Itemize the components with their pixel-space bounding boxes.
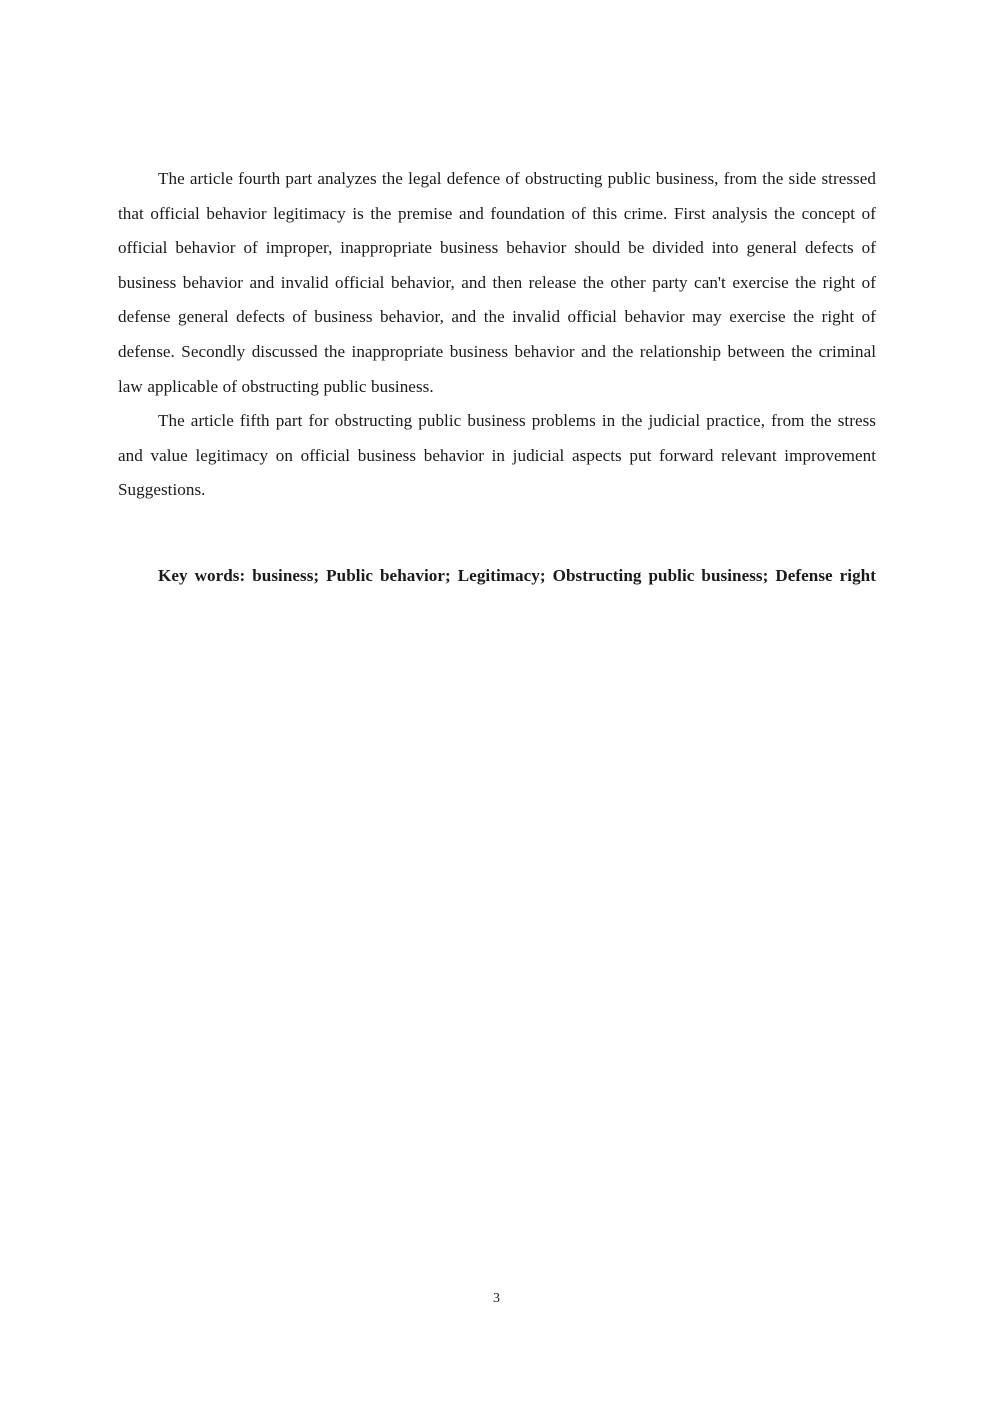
paragraph-fifth-part: The article fifth part for obstructing public business problems in the judicial practice, from the stress and value legitimacy on official business behavior in judicial aspects put forward relevant improvement Suggestions. — [118, 411, 876, 500]
keywords-line: Key words: business; Public behavior; Legitimacy; Obstructing public business; Defense right — [158, 566, 876, 585]
keywords-section — [118, 563, 876, 615]
paragraph-fourth-part: The article fourth part analyzes the legal defence of obstructing public business, from the side stressed that official behavior legitimacy is the premise and foundation of this crime. First analysis the concept of official behavior of improper, inappropriate business behavior should be divided into general defects of business behavior and invalid official behavior, and then release the other party can't exercise the right of defense general defects of business behavior, and the invalid official behavior may exercise the right of defense. Secondly discussed the inappropriate business behavior and the relationship between the criminal law applicable of obstructing public business. — [118, 169, 876, 396]
abstract-body — [118, 162, 876, 508]
page-number: 3 — [493, 1291, 500, 1306]
